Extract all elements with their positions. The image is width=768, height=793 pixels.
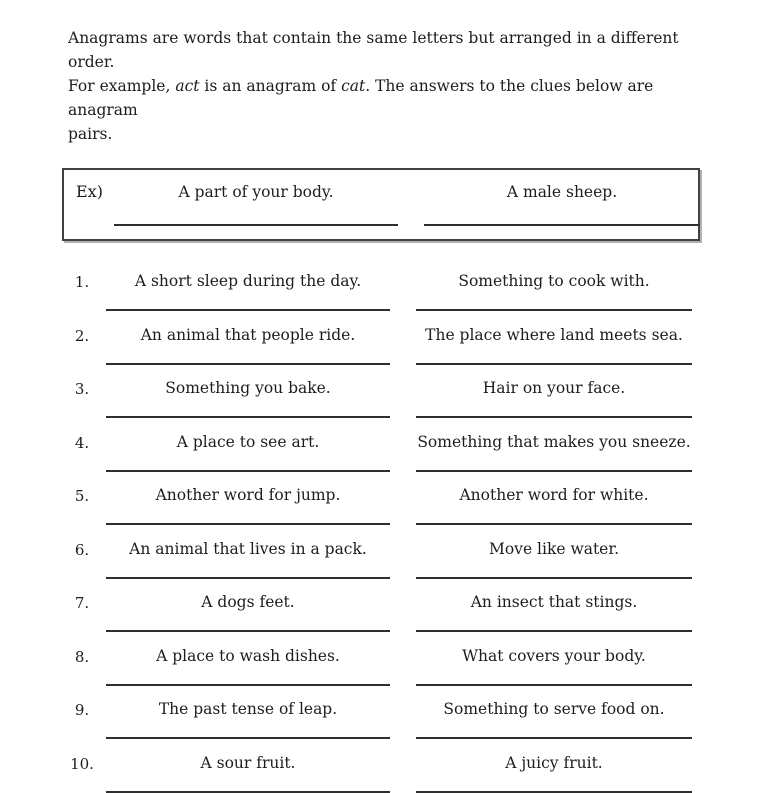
clue-left-cell <box>102 538 394 579</box>
question-number: 7. <box>74 594 90 612</box>
answer-blank <box>114 224 398 226</box>
question-number: 9. <box>74 701 90 719</box>
clue-right-text: Something to cook with. <box>458 272 650 290</box>
question-row <box>62 538 700 579</box>
intro-text: For example, <box>68 77 176 95</box>
question-row <box>62 591 700 632</box>
question-number: 6. <box>74 540 90 559</box>
answer-blank <box>416 523 692 525</box>
clue-left-text: A sour fruit. <box>200 753 296 772</box>
answer-blank <box>416 416 692 418</box>
clue-left-text: A place to see art. <box>176 432 320 451</box>
clue-right-text: Hair on your face. <box>482 379 626 397</box>
clue-right-text: Move like water. <box>488 539 619 558</box>
example-right-cell <box>424 181 700 226</box>
question-row <box>62 645 700 686</box>
intro-line <box>68 74 700 122</box>
question-number: 3. <box>74 380 90 398</box>
intro-italic-word: cat <box>341 77 366 95</box>
clue-right-cell <box>416 324 692 365</box>
clue-left-cell <box>102 591 394 632</box>
intro-paragraph <box>68 26 700 146</box>
intro-italic-word: act <box>175 77 200 95</box>
question-row <box>62 752 700 793</box>
answer-blank <box>416 470 692 472</box>
clue-right-cell <box>416 431 692 472</box>
intro-line <box>68 122 700 146</box>
intro-text: Anagrams are words that contain the same letters but arranged in a different order. <box>68 29 679 71</box>
clue-right-text: The place where land meets sea. <box>425 325 683 344</box>
clue-right-text: Something to serve food on. <box>443 700 665 718</box>
answer-blank <box>106 416 390 418</box>
intro-text: pairs. <box>68 125 113 143</box>
question-number: 5. <box>74 487 90 505</box>
clue-left-text: An animal that lives in a pack. <box>129 539 367 558</box>
example-box <box>62 168 700 241</box>
example-left-cell <box>110 181 402 226</box>
answer-blank <box>106 630 390 632</box>
answer-blank <box>416 363 692 365</box>
answer-blank <box>416 309 692 311</box>
answer-blank <box>416 737 692 739</box>
answer-blank <box>416 684 692 686</box>
clue-right-text: An insect that stings. <box>470 593 638 611</box>
question-number: 4. <box>74 433 90 452</box>
example-right-clue: A male sheep. <box>506 183 618 201</box>
clue-right-cell <box>416 752 692 793</box>
intro-text: is an anagram of <box>199 77 342 95</box>
clue-left-cell <box>102 752 394 793</box>
clue-left-cell <box>102 431 394 472</box>
clue-right-text: What covers your body. <box>462 646 646 665</box>
clue-right-text: A juicy fruit. <box>505 753 603 772</box>
example-left-clue: A part of your body. <box>178 183 334 201</box>
answer-blank <box>106 523 390 525</box>
clue-left-cell <box>102 484 394 525</box>
clue-left-cell <box>102 698 394 739</box>
question-row <box>62 698 700 739</box>
clue-left-text: Something you bake. <box>165 379 331 397</box>
question-number: 10. <box>70 754 94 773</box>
clue-left-text: A short sleep during the day. <box>134 272 362 290</box>
clue-left-cell <box>102 377 394 418</box>
clue-left-text: An animal that people ride. <box>140 325 356 344</box>
clue-right-cell <box>416 645 692 686</box>
answer-blank <box>106 309 390 311</box>
question-row <box>62 324 700 365</box>
answer-blank <box>106 684 390 686</box>
answer-blank <box>416 791 692 793</box>
answer-blank <box>106 470 390 472</box>
clue-right-cell <box>416 377 692 418</box>
question-row <box>62 431 700 472</box>
question-row <box>62 270 700 311</box>
intro-text: . The answers to the clues below are anagram <box>68 77 654 119</box>
answer-blank <box>106 363 390 365</box>
clue-left-cell <box>102 270 394 311</box>
clue-right-text: Something that makes you sneeze. <box>417 432 691 451</box>
clue-left-text: A dogs feet. <box>201 593 295 611</box>
question-number: 1. <box>74 273 90 291</box>
example-label: Ex) <box>76 182 103 201</box>
clue-left-text: The past tense of leap. <box>158 700 338 718</box>
question-row <box>62 377 700 418</box>
question-row <box>62 484 700 525</box>
question-number: 8. <box>74 647 90 666</box>
answer-blank <box>106 577 390 579</box>
answer-blank <box>106 791 390 793</box>
clue-left-text: Another word for jump. <box>155 486 341 504</box>
clue-right-cell <box>416 591 692 632</box>
clue-right-text: Another word for white. <box>459 486 649 504</box>
intro-line <box>68 26 700 74</box>
clue-right-cell <box>416 538 692 579</box>
question-list <box>62 270 700 793</box>
clue-right-cell <box>416 698 692 739</box>
clue-right-cell <box>416 484 692 525</box>
clue-right-cell <box>416 270 692 311</box>
clue-left-cell <box>102 645 394 686</box>
answer-blank <box>424 224 700 226</box>
clue-left-text: A place to wash dishes. <box>156 646 340 665</box>
answer-blank <box>106 737 390 739</box>
clue-left-cell <box>102 324 394 365</box>
answer-blank <box>416 630 692 632</box>
answer-blank <box>416 577 692 579</box>
example-row <box>70 181 694 226</box>
question-number: 2. <box>74 326 90 345</box>
